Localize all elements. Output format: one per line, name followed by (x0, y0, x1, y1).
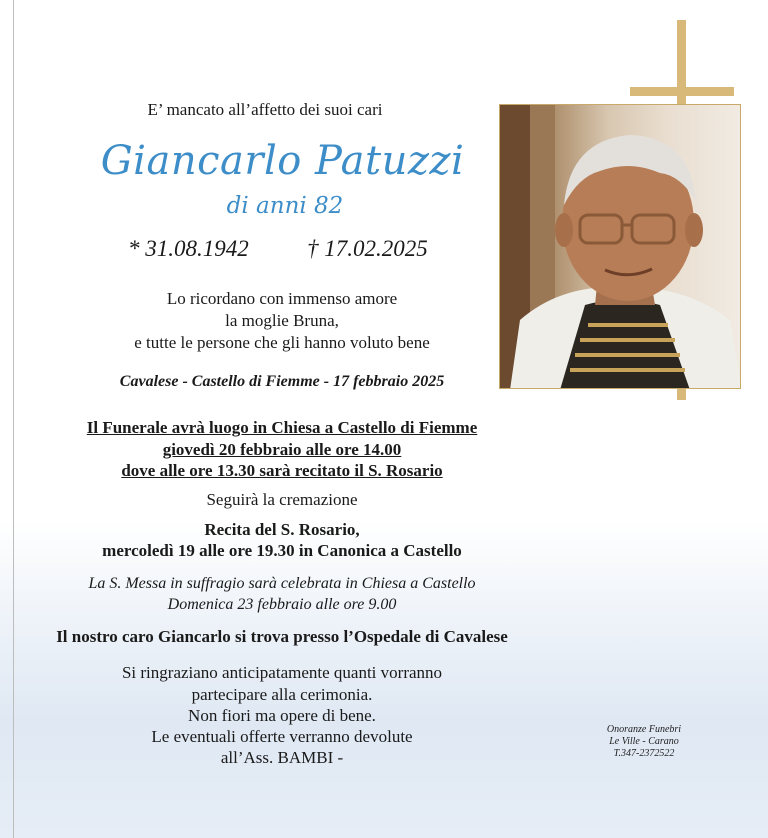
thanks-line: Le eventuali offerte verranno devolute (151, 727, 413, 746)
death-date: † 17.02.2025 (307, 236, 428, 261)
funeral-line: dove alle ore 13.30 sarà recitato il S. Rosario (121, 461, 443, 480)
cremation-line: Seguirà la cremazione (206, 490, 358, 509)
place-date-line: Cavalese - Castello di Fiemme - 17 febbraio 2025 (119, 373, 445, 390)
rosary-line: Recita del S. Rosario, (204, 520, 360, 539)
cross-horizontal-bar (630, 87, 734, 96)
funeral-line: giovedì 20 febbraio alle ore 14.00 (162, 440, 402, 459)
mass-line: Domenica 23 febbraio alle ore 9.00 (167, 596, 397, 613)
remembered-line: e tutte le persone che gli hanno voluto bene (134, 333, 430, 352)
thanks-line: partecipare alla cerimonia. (191, 685, 373, 704)
mass-line: La S. Messa in suffragio sarà celebrata in Chiesa a Castello (88, 575, 476, 592)
thanks-line: all’Ass. BAMBI - (220, 748, 344, 767)
intro-line: E’ mancato all’affetto dei suoi cari (147, 100, 383, 119)
birth-date: * 31.08.1942 (128, 236, 249, 261)
funeral-home-name: Onoranze Funebri (606, 724, 682, 735)
deceased-age: di anni 82 (226, 193, 344, 219)
remembered-line: Lo ricordano con immenso amore (166, 289, 398, 308)
funeral-home-location: Le Ville - Carano (609, 736, 679, 747)
funeral-line: Il Funerale avrà luogo in Chiesa a Castello di Fiemme (86, 418, 478, 437)
hospital-line: Il nostro caro Giancarlo si trova presso l’Ospedale di Cavalese (56, 627, 508, 646)
thanks-line: Si ringraziano anticipatamente quanti vorranno (121, 663, 443, 682)
remembered-line: la moglie Bruna, (225, 311, 339, 330)
thanks-line: Non fiori ma opere di bene. (188, 706, 376, 725)
rosary-line: mercoledì 19 alle ore 19.30 in Canonica a Castello (102, 541, 462, 560)
deceased-name: Giancarlo Patuzzi (100, 138, 465, 184)
funeral-home-phone: T.347-2372522 (613, 748, 675, 759)
